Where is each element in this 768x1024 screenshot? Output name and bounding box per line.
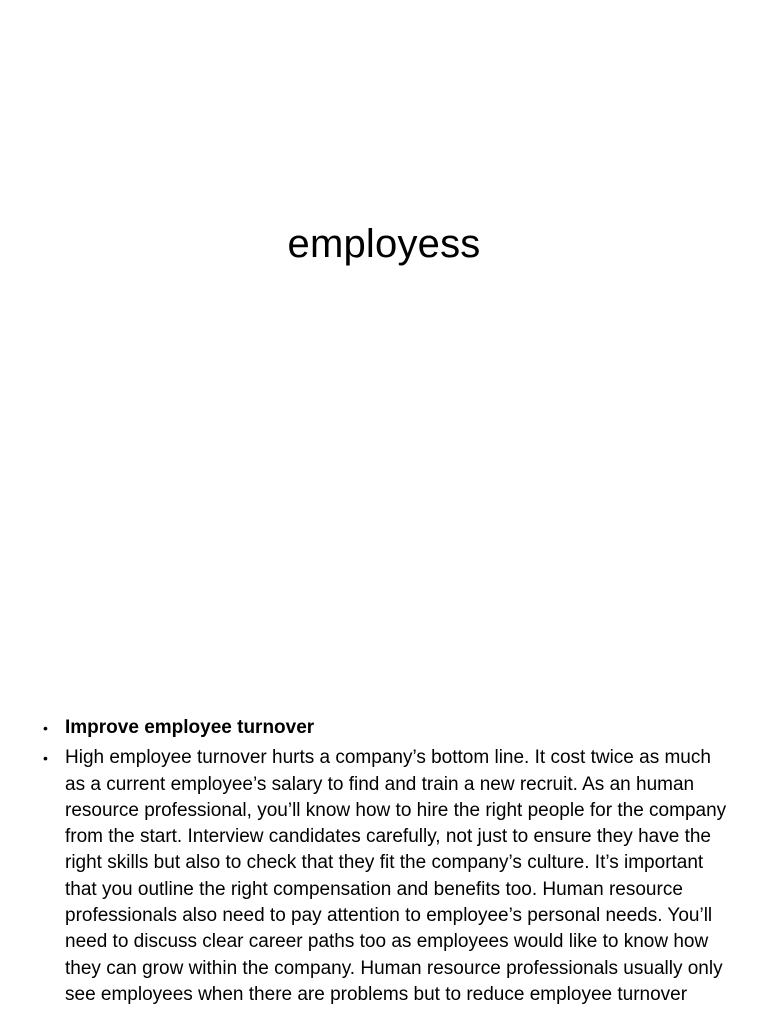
- bullet-item-body: [42, 745, 732, 1008]
- bullet-heading-text: Improve employee turnover: [65, 717, 315, 738]
- bullet-dot-icon: •: [43, 750, 48, 767]
- bullet-list: [42, 715, 732, 1012]
- bullet-body-text: High employee turnover hurts a company’s bottom line. It cost twice as much as a current employee’s salary to find and train a new recruit. As an human resource professional, you’ll know how to hire the right people for the company from the start. Interview candidates carefully, not just to ensure they have the right skills but also to check that they fit the company’s culture. It’s important that you outline the right compensation and benefits too. Human resource professionals also need to pay attention to employee’s personal needs. You’ll need to discuss clear career paths too as employees would like to know how they can grow within the company. Human resource professionals usually only see employees when there are problems but to reduce employee turnover: [65, 747, 727, 1005]
- slide-title: employess: [287, 222, 481, 266]
- bullet-item-heading: [42, 715, 732, 741]
- bullet-dot-icon: •: [43, 720, 48, 736]
